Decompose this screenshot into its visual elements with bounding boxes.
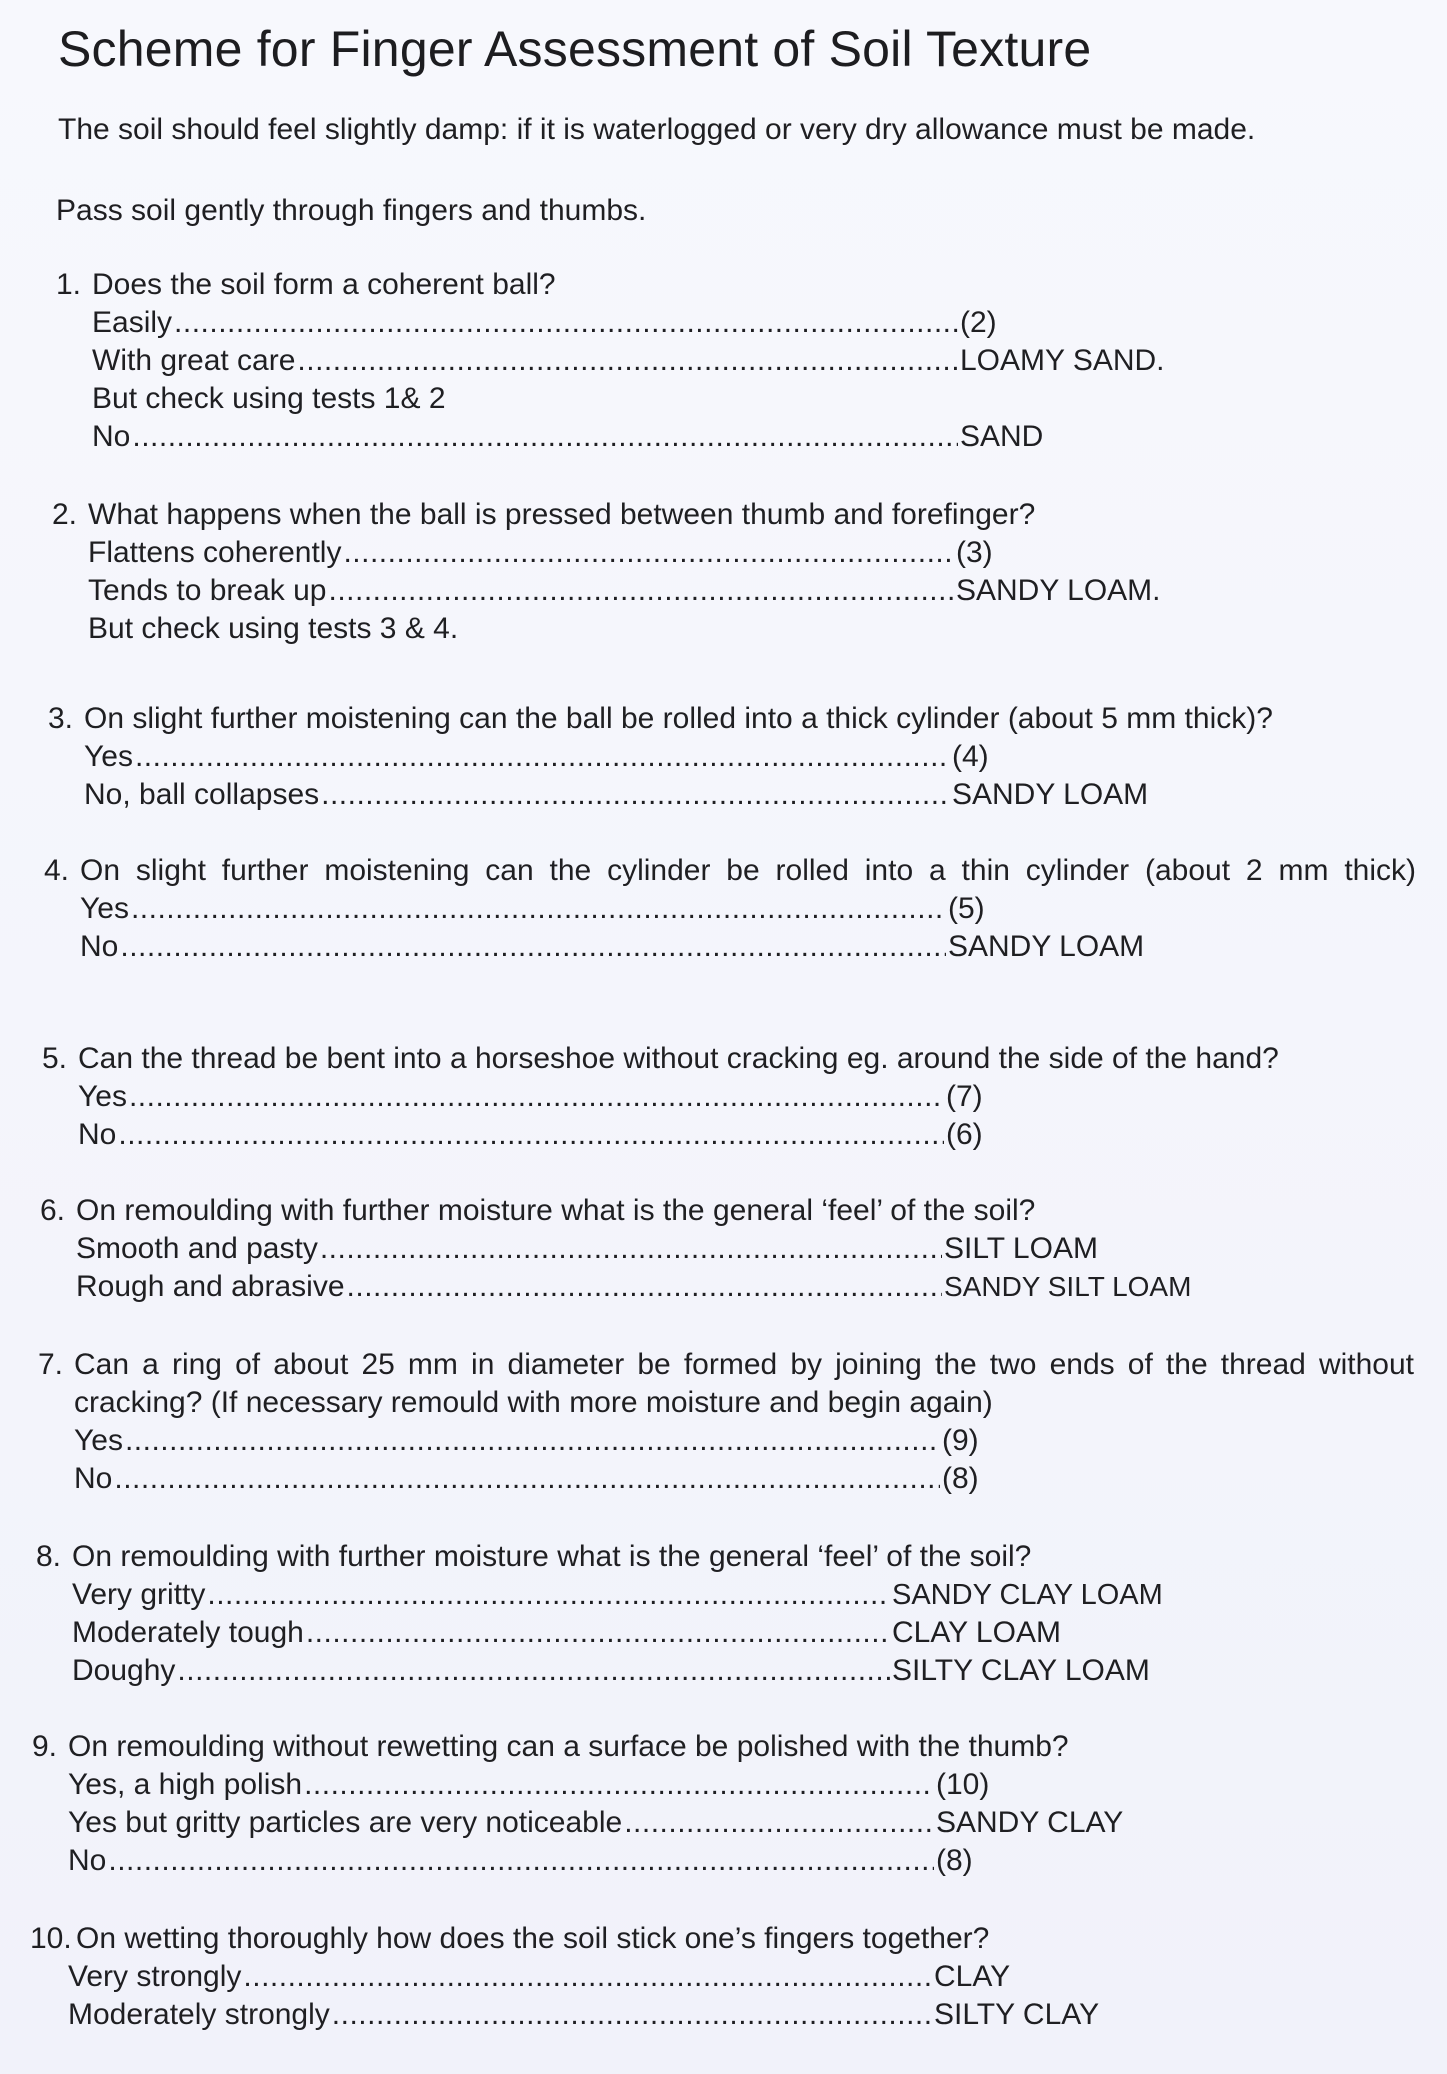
question-number: 6. <box>40 1194 66 1227</box>
answer-label: No <box>74 1462 113 1495</box>
answer-label: Doughy <box>72 1654 176 1687</box>
answer-row <box>80 890 1170 928</box>
answer-label: No <box>78 1118 117 1151</box>
answer-result: (6) <box>946 1118 983 1151</box>
intro-paragraph: The soil should feel slightly damp: if it is waterlogged or very dry allowance must be made. <box>58 113 1256 146</box>
answer-result: SAND <box>960 420 1044 453</box>
answer-label: Yes <box>80 892 129 925</box>
answer-label: Yes but gritty particles are very noticeable <box>68 1806 623 1839</box>
answer-label: Flattens coherently <box>88 536 342 569</box>
leader-dots <box>114 1460 940 1498</box>
question-title <box>36 1538 1416 1576</box>
leader-dots <box>177 1652 890 1690</box>
question-text: Can the thread be bent into a horseshoe without cracking eg. around the side of the hand? <box>78 1042 1279 1075</box>
leader-dots <box>125 1422 940 1460</box>
answer-result: (8) <box>942 1462 979 1495</box>
answer-row <box>84 776 1174 814</box>
answer-row <box>72 1576 1182 1614</box>
answer-result: CLAY <box>934 1960 1011 1993</box>
leader-dots <box>332 1996 932 2034</box>
question-text: What happens when the ball is pressed between thumb and forefinger? <box>88 498 1036 531</box>
answer-row <box>68 1996 1156 2034</box>
answer-row <box>74 1460 1164 1498</box>
question-4 <box>44 852 1416 966</box>
answer-result: SILTY CLAY LOAM <box>892 1654 1150 1687</box>
leader-dots <box>108 1842 934 1880</box>
question-text: On slight further moistening can the cylinder be rolled into a thin cylinder (about 2 mm thick) <box>80 854 1416 887</box>
answer-row <box>68 1804 1158 1842</box>
leader-dots <box>174 304 958 342</box>
answer-result: SANDY CLAY LOAM <box>892 1579 1163 1611</box>
answer-result: SANDY LOAM. <box>956 574 1161 607</box>
question-title <box>38 1346 1414 1422</box>
leader-dots <box>243 1958 932 1996</box>
question-number: 3. <box>48 702 74 735</box>
answer-label: Smooth and pasty <box>76 1232 318 1265</box>
question-number: 5. <box>42 1042 68 1075</box>
question-number: 8. <box>36 1540 62 1573</box>
leader-dots <box>207 1576 890 1614</box>
leader-dots <box>329 572 955 610</box>
question-7 <box>38 1346 1414 1498</box>
answer-result: SANDY SILT LOAM <box>944 1271 1192 1302</box>
answer-label: Yes <box>84 740 133 773</box>
answer-result: SANDY LOAM <box>952 778 1149 811</box>
answer-row <box>76 1268 1192 1306</box>
answer-label: Tends to break up <box>88 574 327 607</box>
answer-label: No, ball collapses <box>84 778 320 811</box>
answer-result: SANDY CLAY <box>936 1806 1124 1839</box>
question-number: 4. <box>44 854 70 887</box>
question-5 <box>42 1040 1422 1154</box>
question-title <box>32 1728 1412 1766</box>
question-text: On remoulding with further moisture what is the general ‘feel’ of the soil? <box>72 1540 1032 1573</box>
leader-dots <box>347 1268 942 1306</box>
answer-row <box>74 1422 1164 1460</box>
answer-result: (2) <box>960 306 997 339</box>
answer-label: Yes, a high polish <box>68 1768 303 1801</box>
answer-row <box>80 928 1170 966</box>
answer-row <box>76 1230 1166 1268</box>
leader-dots <box>129 1078 944 1116</box>
question-2 <box>52 496 1352 648</box>
answer-label: No <box>92 420 131 453</box>
answer-label: Easily <box>92 306 173 339</box>
answer-result: (9) <box>942 1424 979 1457</box>
answer-result: SILTY CLAY <box>934 1998 1100 2031</box>
leader-dots <box>306 1614 890 1652</box>
answer-label: Very strongly <box>68 1960 242 1993</box>
leader-dots <box>131 890 946 928</box>
leader-dots <box>343 534 954 572</box>
leader-dots <box>120 928 946 966</box>
question-title <box>42 1040 1422 1078</box>
question-text: On slight further moistening can the ball be rolled into a thick cylinder (about 5 mm thick)? <box>84 702 1273 735</box>
leader-dots <box>135 738 950 776</box>
answer-label: With great care <box>92 344 296 377</box>
question-number: 9. <box>32 1730 58 1763</box>
question-6 <box>40 1192 1420 1306</box>
answer-note: But check using tests 3 & 4. <box>88 612 459 645</box>
leader-dots <box>132 418 958 456</box>
answer-row <box>84 738 1174 776</box>
instruction-paragraph: Pass soil gently through fingers and thumbs. <box>56 194 647 227</box>
page-title: Scheme for Finger Assessment of Soil Texture <box>58 21 1092 77</box>
answer-label: Moderately tough <box>72 1616 304 1649</box>
answer-label: No <box>80 930 119 963</box>
leader-dots <box>321 776 950 814</box>
answer-result: (7) <box>946 1080 983 1113</box>
question-title <box>40 1192 1420 1230</box>
answer-result: (10) <box>936 1768 990 1801</box>
answer-label: No <box>68 1844 107 1877</box>
question-title <box>44 852 1416 890</box>
answer-row <box>88 534 1178 572</box>
answer-note: But check using tests 1& 2 <box>92 382 446 415</box>
question-title <box>48 700 1408 738</box>
answer-result: LOAMY SAND. <box>960 344 1165 377</box>
answer-row <box>92 304 1182 342</box>
answer-result: (5) <box>948 892 985 925</box>
leader-dots <box>320 1230 942 1268</box>
question-text: Does the soil form a coherent ball? <box>92 268 556 301</box>
question-text: On remoulding without rewetting can a surface be polished with the thumb? <box>68 1730 1069 1763</box>
question-8 <box>36 1538 1416 1690</box>
answer-result: (3) <box>956 536 993 569</box>
answer-label: Very gritty <box>72 1578 206 1611</box>
question-3 <box>48 700 1408 814</box>
answer-result: CLAY LOAM <box>892 1616 1061 1649</box>
answer-label: Rough and abrasive <box>76 1270 345 1303</box>
question-text: Can a ring of about 25 mm in diameter be formed by joining the two ends of the thread without cracking? (If necessary remould with more moisture and begin again) <box>74 1348 1414 1419</box>
question-number: 10. <box>30 1922 72 1955</box>
answer-label: Yes <box>74 1424 123 1457</box>
answer-result: SANDY LOAM <box>948 930 1145 963</box>
answer-row <box>92 342 1182 380</box>
question-text: On remoulding with further moisture what is the general ‘feel’ of the soil? <box>76 1194 1036 1227</box>
question-1 <box>56 266 1356 456</box>
answer-row <box>78 1078 1168 1116</box>
question-text: On wetting thoroughly how does the soil stick one’s fingers together? <box>76 1922 990 1955</box>
question-number: 2. <box>52 498 78 531</box>
leader-dots <box>624 1804 934 1842</box>
answer-row <box>68 1958 1156 1996</box>
question-9 <box>32 1728 1412 1880</box>
question-title <box>52 496 1352 534</box>
question-number: 1. <box>56 268 82 301</box>
leader-dots <box>297 342 958 380</box>
answer-row <box>68 1842 1158 1880</box>
answer-row <box>72 1652 1182 1690</box>
question-title <box>56 266 1356 304</box>
answer-row <box>72 1614 1182 1652</box>
question-number: 7. <box>38 1348 64 1381</box>
answer-row <box>78 1116 1168 1154</box>
question-10 <box>30 1920 1410 2034</box>
answer-label: Yes <box>78 1080 127 1113</box>
leader-dots <box>118 1116 944 1154</box>
answer-row <box>88 572 1178 610</box>
answer-row <box>68 1766 1158 1804</box>
question-title <box>30 1920 1410 1958</box>
answer-result: (8) <box>936 1844 973 1877</box>
leader-dots <box>304 1766 934 1804</box>
answer-result: SILT LOAM <box>944 1232 1098 1265</box>
answer-result: (4) <box>952 740 989 773</box>
answer-label: Moderately strongly <box>68 1998 330 2031</box>
answer-row <box>92 418 1182 456</box>
